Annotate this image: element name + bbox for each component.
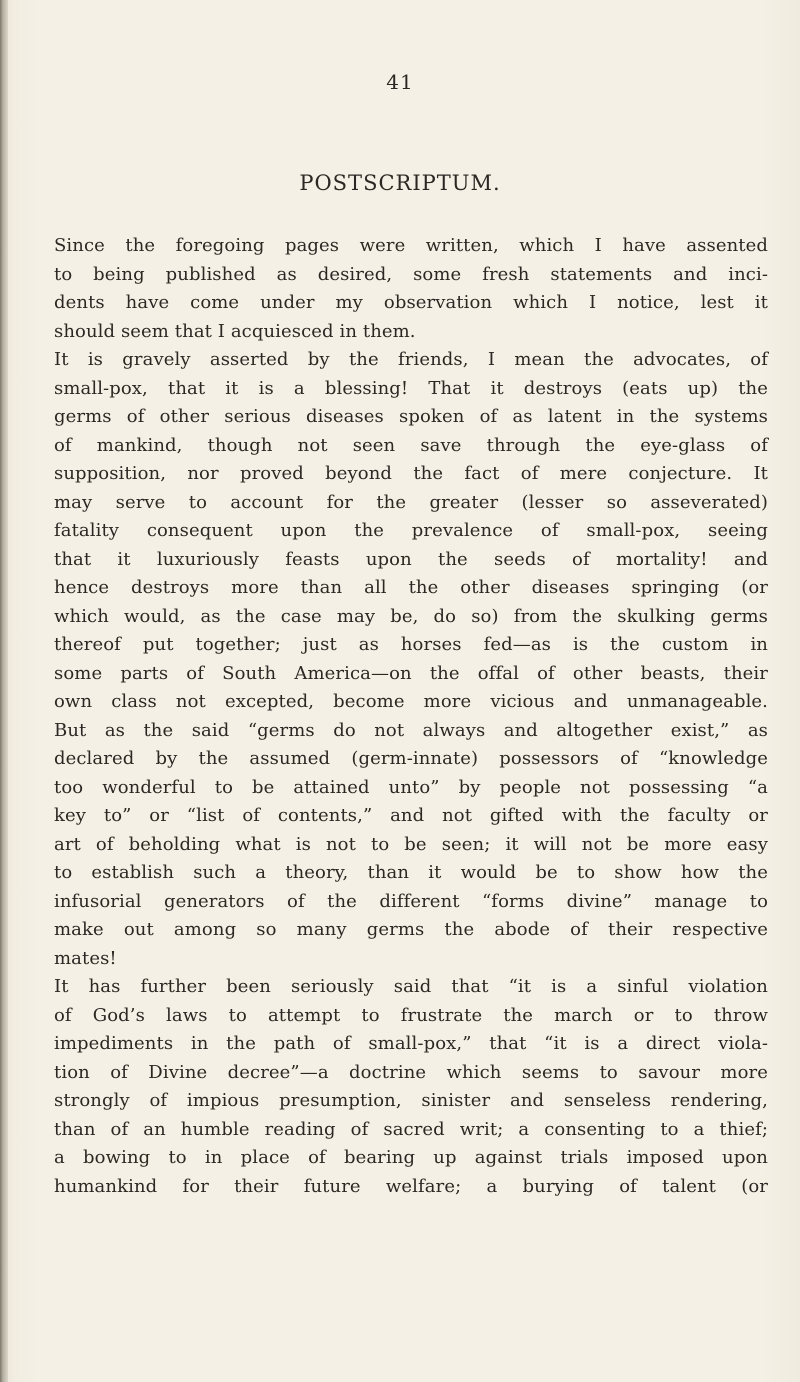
text-line: to being published as desired, some fresh statements and inci- bbox=[54, 263, 768, 285]
text-line: key to” or “list of contents,” and not gifted with the faculty or bbox=[54, 805, 768, 826]
text-line: to establish such a theory, than it would be to show how the bbox=[54, 862, 768, 883]
body-text bbox=[54, 232, 768, 1201]
text-line: But as the said “germs do not always and altogether exist,” as bbox=[54, 719, 768, 741]
text-line: It is gravely asserted by the friends, I mean the advocates, of bbox=[54, 349, 768, 370]
text-line: small-pox, that it is a blessing! That it destroys (eats up) the bbox=[54, 377, 768, 399]
text-line: supposition, nor proved beyond the fact of mere conjecture. It bbox=[54, 463, 768, 484]
text-line: thereof put together; just as horses fed—as is the custom in bbox=[54, 634, 768, 655]
text-line: should seem that I acquiesced in them. bbox=[54, 320, 416, 342]
text-line: germs of other serious diseases spoken of as latent in the systems bbox=[54, 406, 768, 427]
page-heading: POSTSCRIPTUM. bbox=[299, 171, 501, 195]
text-line: mates! bbox=[54, 947, 117, 969]
text-line: some parts of South America—on the offal of other beasts, their bbox=[54, 662, 768, 684]
text-line: of mankind, though not seen save through the eye-glass of bbox=[54, 434, 768, 456]
text-line: a bowing to in place of bearing up against trials imposed upon bbox=[54, 1147, 768, 1168]
text-line: that it luxuriously feasts upon the seeds of mortality! and bbox=[54, 548, 768, 570]
page-number: 41 bbox=[386, 70, 414, 94]
text-line: art of beholding what is not to be seen; it will not be more easy bbox=[54, 833, 768, 855]
text-line: declared by the assumed (germ-innate) possessors of “knowledge bbox=[54, 748, 768, 769]
text-line: may serve to account for the greater (lesser so asseverated) bbox=[54, 491, 768, 513]
text-line: make out among so many germs the abode of their respective bbox=[54, 919, 768, 940]
text-line: impediments in the path of small-pox,” that “it is a direct viola- bbox=[54, 1033, 768, 1054]
text-line: Since the foregoing pages were written, which I have assented bbox=[54, 235, 768, 256]
text-line: infusorial generators of the different “forms divine” manage to bbox=[54, 890, 768, 912]
text-line: too wonderful to be attained unto” by people not possessing “a bbox=[54, 776, 768, 798]
text-line: which would, as the case may be, do so) from the skulking germs bbox=[54, 605, 768, 627]
text-line: own class not excepted, become more vicious and unmanageable. bbox=[54, 691, 768, 712]
text-line: of God’s laws to attempt to frustrate the march or to throw bbox=[54, 1004, 768, 1026]
text-line: tion of Divine decree”—a doctrine which seems to savour more bbox=[54, 1061, 768, 1083]
page-gutter-shadow bbox=[0, 0, 8, 1382]
text-line: than of an humble reading of sacred writ; a consenting to a thief; bbox=[54, 1118, 768, 1140]
text-line: dents have come under my observation which I notice, lest it bbox=[54, 292, 768, 313]
text-line: humankind for their future welfare; a burying of talent (or bbox=[54, 1175, 768, 1197]
text-line: It has further been seriously said that “it is a sinful violation bbox=[54, 976, 768, 997]
text-line: hence destroys more than all the other diseases springing (or bbox=[54, 577, 768, 598]
text-line: fatality consequent upon the prevalence of small-pox, seeing bbox=[54, 520, 768, 541]
text-line: strongly of impious presumption, sinister and senseless rendering, bbox=[54, 1090, 768, 1111]
